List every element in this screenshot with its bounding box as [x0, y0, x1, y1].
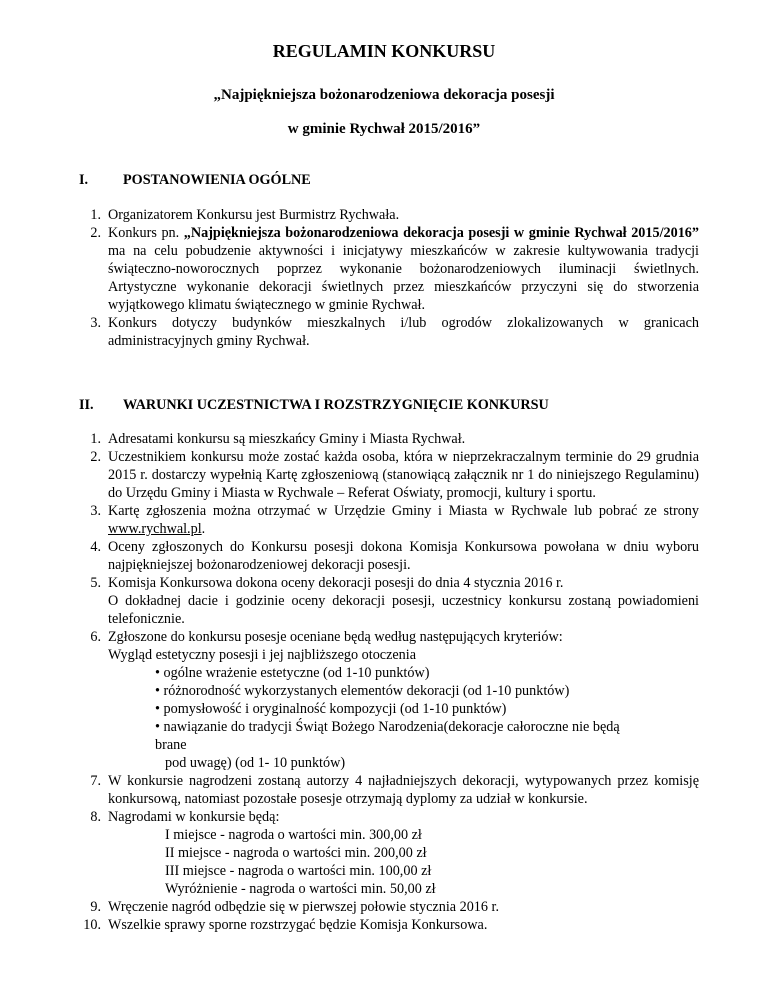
prize-item: III miejsce - nagroda o wartości min. 100,00 zł [165, 863, 432, 879]
criteria-item: • nawiązanie do tradycji Świąt Bożego Narodzenia(dekoracje całoroczne nie będą [155, 719, 620, 735]
prize-item: II miejsce - nagroda o wartości min. 200,00 zł [165, 845, 427, 861]
website-link[interactable]: www.rychwal.pl [108, 521, 202, 537]
list-item: 10. Wszelkie sprawy sporne rozstrzygać będzie Komisja Konkursowa. [83, 917, 488, 933]
list-item: 5. Komisja Konkursowa dokona oceny dekoracji posesji do dnia 4 stycznia 2016 r. O dokładnej dacie i godzinie oceny dekoracji posesji, uczestnicy konkursu zostaną powiadomieni telefonicznie. [90, 575, 699, 627]
contest-name-bold: „Najpiękniejsza bożonarodzeniowa dekoracja posesji w gminie Rychwał 2015/2016” [183, 225, 699, 241]
section-2-title: WARUNKI UCZESTNICTWA I ROZSTRZYGNIĘCIE KONKURSU [123, 397, 549, 413]
section-2-list [79, 430, 699, 934]
prize-item: Wyróżnienie - nagroda o wartości min. 50,00 zł [165, 881, 436, 897]
section-1-number: I. [79, 172, 89, 188]
section-2-number: II. [79, 397, 94, 413]
document-title: REGULAMIN KONKURSU [272, 41, 496, 61]
section-1-list [79, 206, 699, 350]
list-item: 4. Oceny zgłoszonych do Konkursu posesji dokona Komisja Konkursowa powołana w dniu wyboru najpiękniejszej bożonarodzeniowej dekoracji posesji. [90, 539, 699, 573]
contest-name-line-2: w gminie Rychwał 2015/2016” [287, 121, 481, 137]
criteria-item: • pomysłowość i oryginalność kompozycji (od 1-10 punktów) [155, 701, 507, 717]
section-1-title: POSTANOWIENIA OGÓLNE [123, 172, 311, 188]
list-item: 7. W konkursie nagrodzeni zostaną autorzy 4 najładniejszych dekoracji, wytypowanych przez komisję konkursową, natomiast pozostałe posesje otrzymają dyplomy za udział w konkursie. [90, 773, 699, 807]
criteria-item-continued: pod uwagę) (od 1- 10 punktów) [165, 755, 346, 771]
list-item: 3. Kartę zgłoszenia można otrzymać w Urzędzie Gminy i Miasta w Rychwale lub pobrać ze strony www.rychwal.pl. [90, 503, 699, 537]
list-item: 1. Adresatami konkursu są mieszkańcy Gminy i Miasta Rychwał. [90, 431, 466, 447]
criteria-item-continued: brane [155, 737, 187, 753]
list-item: 9. Wręczenie nagród odbędzie się w pierwszej połowie stycznia 2016 r. [90, 899, 500, 915]
list-item: 2. Konkurs pn. „Najpiękniejsza bożonarodzeniowa dekoracja posesji w gminie Rychwał 2015/2016” ma na celu pobudzenie aktywności i inicjatywy mieszkańców w zakresie kultywowania tradycji świąteczno-noworocznych poprzez wykonanie bożonarodzeniowych iluminacji świetlnych. Artystyczne wykonanie dekoracji świetlnych przez mieszkańców przyczyni się do stworzenia wyjątkowego klimatu świątecznego w gminie Rychwał. [90, 225, 699, 313]
criteria-item: • różnorodność wykorzystanych elementów dekoracji (od 1-10 punktów) [155, 683, 570, 699]
criteria-item: • ogólne wrażenie estetyczne (od 1-10 punktów) [155, 665, 430, 681]
list-item: 3. Konkurs dotyczy budynków mieszkalnych i/lub ogrodów zlokalizowanych w granicach administracyjnych gminy Rychwał. [90, 315, 699, 349]
list-item: 6. Zgłoszone do konkursu posesje oceniane będą według następujących kryteriów: Wygląd estetyczny posesji i jej najbliższego otoczenia • ogólne wrażenie estetyczne (od 1-10 punktów) • różnorodność wykorzystanych elementów dekoracji (od 1-10 punktów) • pomysłowość i oryginalność kompozycji (od 1-10 punktów) • nawiązanie do tradycji Świąt Bożego Narodzenia(dekoracje całoroczne nie będą brane pod uwagę) (od 1- 10 punktów) [79, 628, 699, 772]
contest-name-line-1: „Najpiękniejsza bożonarodzeniowa dekoracja posesji [213, 87, 555, 103]
list-item: 1. Organizatorem Konkursu jest Burmistrz Rychwała. [90, 207, 400, 223]
criteria-intro: Wygląd estetyczny posesji i jej najbliższego otoczenia [108, 647, 417, 663]
prize-item: I miejsce - nagroda o wartości min. 300,00 zł [165, 827, 422, 843]
list-item: 8. Nagrodami w konkursie będą: I miejsce - nagroda o wartości min. 300,00 zł II miejsce - nagroda o wartości min. 200,00 zł III miejsce - nagroda o wartości min. 100,00 zł Wyróżnienie - nagroda o wartości min. 50,00 zł [79, 808, 699, 898]
list-item: 2. Uczestnikiem konkursu może zostać każda osoba, która w nieprzekraczalnym terminie do 29 grudnia 2015 r. dostarczy wypełnią Kartę zgłoszeniową (stanowiącą załącznik nr 1 do niniejszego Regulaminu) do Urzędu Gminy i Miasta w Rychwale – Referat Oświaty, promocji, kultury i sportu. [90, 449, 699, 501]
